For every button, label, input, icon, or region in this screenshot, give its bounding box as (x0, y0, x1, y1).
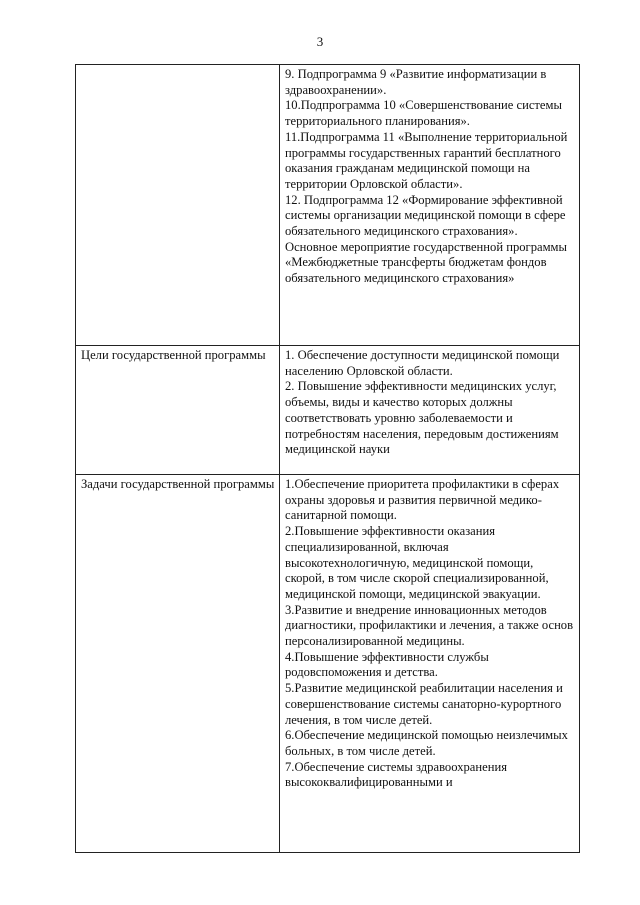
subprogram-9: 9. Подпрограмма 9 «Развитие информатизации в здравоохранении». (285, 67, 547, 97)
subprogram-10: 10.Подпрограмма 10 «Совершенствование системы территориального планирования». (285, 98, 562, 129)
main-activity: Основное мероприятие государственной программы «Межбюджетные трансферты бюджетам фондов обязательного медицинского страхования» (285, 239, 567, 286)
goal-item: 1. Обеспечение доступности медицинской помощи населению Орловской области. (285, 348, 560, 378)
task-item: 3.Развитие и внедрение инновационных методов диагностики, профилактики и лечения, а также основ персонализированной медицины. (285, 602, 574, 649)
table-row-subprograms (76, 65, 580, 346)
table-row-tasks (76, 475, 580, 853)
task-item: 1.Обеспечение приоритета профилактики в сферах охраны здоровья и развития первичной медико-санитарной помощи. (285, 477, 560, 523)
subprogram-12: 12. Подпрограмма 12 «Формирование эффективной системы организации медицинской помощи в сфере обязательного медицинского страхования». (285, 192, 566, 239)
row-label-cell: Цели государственной программы (76, 346, 280, 475)
task-item: 2.Повышение эффективности оказания специализированной, включая высокотехнологичную, медицинской помощи, скорой, в том числе скорой специализированной, медицинской помощи, медицинской эвакуации. (285, 524, 549, 601)
subprogram-11: 11.Подпрограмма 11 «Выполнение территориальной программы государственных гарантий бесплатного оказания гражданам медицинской помощи на территории Орловской области». (285, 129, 568, 191)
row-content-cell (280, 346, 580, 475)
task-item: 6.Обеспечение медицинской помощью неизлечимых больных, в том числе детей. (285, 728, 568, 758)
row-label-cell: Задачи государственной программы (76, 475, 280, 853)
program-passport-table (75, 64, 580, 853)
task-item: 5.Развитие медицинской реабилитации населения и совершенствование системы санаторно-курортного лечения, в том числе детей. (285, 681, 563, 727)
goal-item: 2. Повышение эффективности медицинских услуг, объемы, виды и качество которых должны соответствовать уровню заболеваемости и потребностям населения, передовым достижениям медицинской науки (285, 379, 559, 457)
row-content-cell (280, 475, 580, 853)
row-label-cell (76, 65, 280, 346)
row-content-cell (280, 65, 580, 346)
task-item: 7.Обеспечение системы здравоохранения высококвалифицированными и (285, 759, 507, 790)
page-number: 3 (316, 34, 324, 49)
task-item: 4.Повышение эффективности службы родовспоможения и детства. (285, 649, 489, 680)
table-row-goals (76, 346, 580, 475)
